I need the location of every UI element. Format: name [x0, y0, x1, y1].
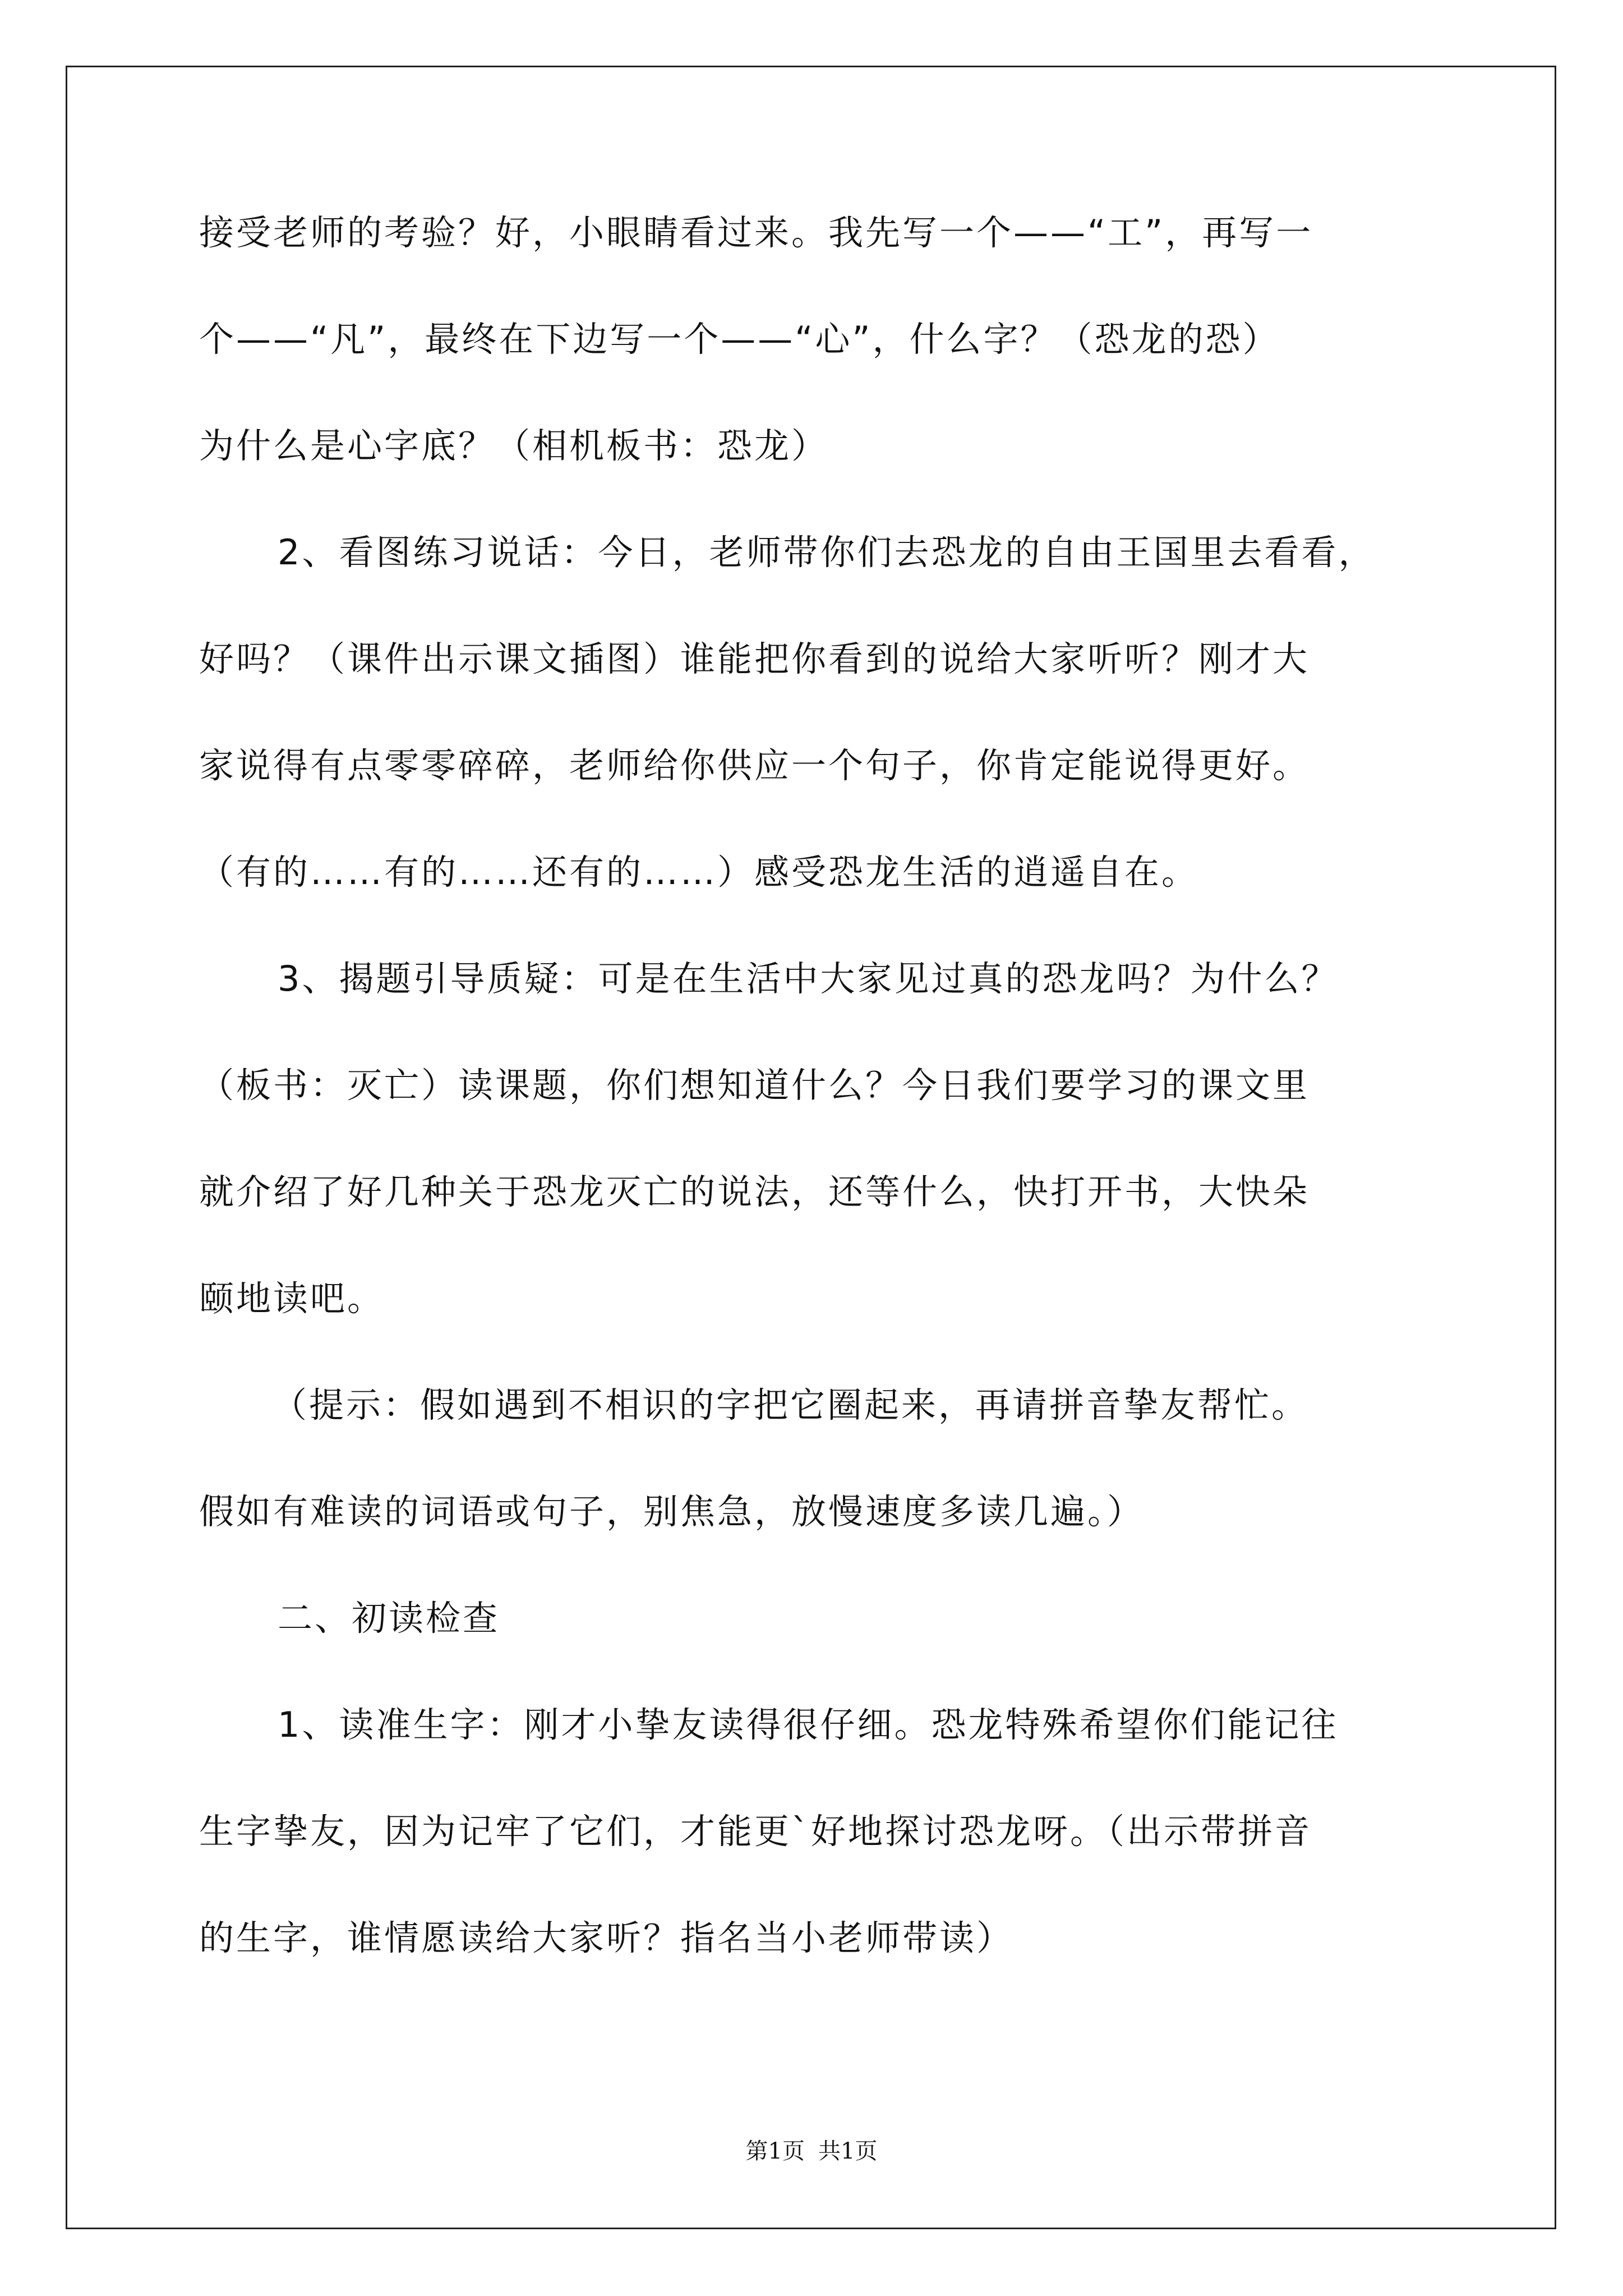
text-line: （板书：灭亡）读课题，你们想知道什么？今日我们要学习的课文里	[199, 1065, 1310, 1106]
section-heading: 二、初读检查	[278, 1598, 500, 1639]
text-line: 颐地读吧。	[199, 1278, 385, 1319]
page-number-total: 共1页	[818, 2138, 878, 2164]
paragraph-2-start: 2、看图练习说话：今日，老师带你们去恐龙的自由王国里去看看，	[278, 532, 1376, 573]
paragraph-4-start: 1、读准生字：刚才小挚友读得很仔细。恐龙特殊希望你们能记往	[278, 1704, 1339, 1745]
page-footer	[0, 2137, 1623, 2165]
hint-paragraph-start: （提示：假如遇到不相识的字把它圈起来，再请拼音挚友帮忙。	[272, 1384, 1309, 1425]
page-number-current: 第1页	[745, 2138, 805, 2164]
text-line: 为什么是心字底？（相机板书：恐龙）	[199, 425, 829, 466]
text-line: （有的……有的……还有的……）感受恐龙生活的逍遥自在。	[199, 852, 1199, 892]
text-line: 家说得有点零零碎碎，老师给你供应一个句子，你肯定能说得更好。	[199, 745, 1310, 786]
text-line: 就介绍了好几种关于恐龙灭亡的说法，还等什么，快打开书，大快朵	[199, 1171, 1310, 1212]
paragraph-3-start: 3、揭题引导质疑：可是在生活中大家见过真的恐龙吗？为什么？	[278, 958, 1339, 999]
text-line: 好吗？（课件出示课文插图）谁能把你看到的说给大家听听？刚才大	[199, 638, 1310, 679]
text-line: 的生字，谁情愿读给大家听？指名当小老师带读）	[199, 1917, 1014, 1958]
text-line: 生字挚友，因为记牢了它们，才能更`好地探讨恐龙呀。（出示带拼音	[199, 1811, 1312, 1852]
page-border	[66, 66, 1556, 2229]
text-line: 个——“凡”，最终在下边写一个——“心”，什么字？（恐龙的恐）	[199, 319, 1280, 360]
text-line: 接受老师的考验？好，小眼睛看过来。我先写一个——“工”，再写一	[199, 212, 1313, 253]
text-line: 假如有难读的词语或句子，别焦急，放慢速度多读几遍。）	[199, 1491, 1145, 1532]
